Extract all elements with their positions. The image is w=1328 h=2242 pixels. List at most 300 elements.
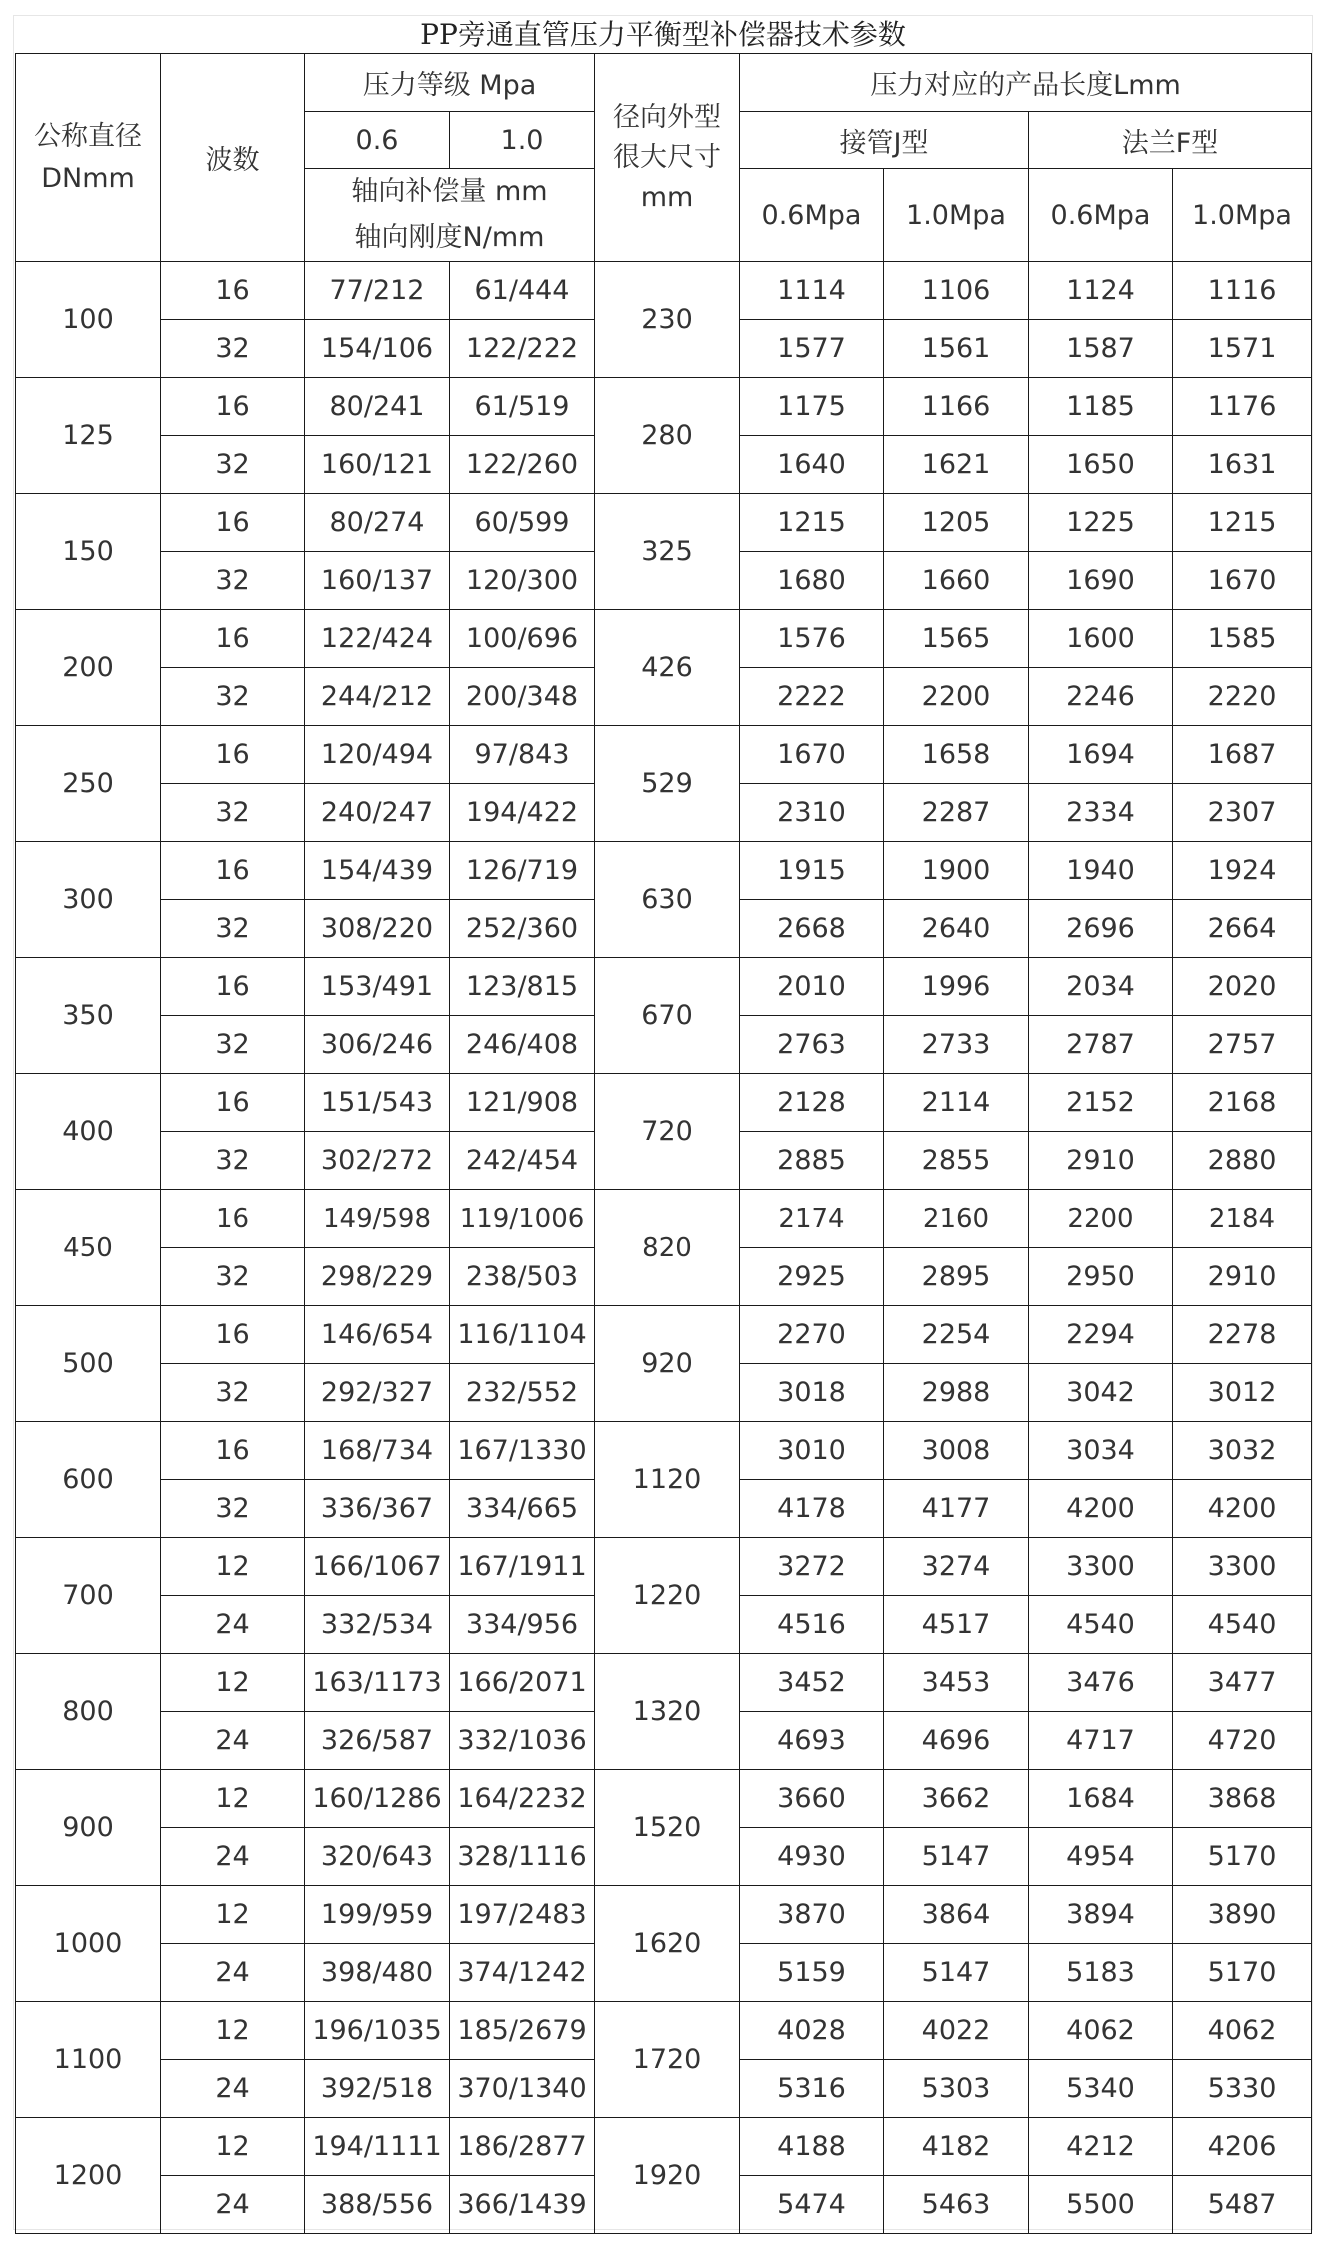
table-row bbox=[16, 2118, 1312, 2176]
cell-p10: 242/454 bbox=[450, 1132, 595, 1190]
cell-dn: 150 bbox=[16, 494, 161, 610]
table-row bbox=[16, 1654, 1312, 1712]
cell-waves: 24 bbox=[161, 1712, 305, 1770]
cell-p06: 298/229 bbox=[305, 1248, 450, 1306]
cell-f10: 5330 bbox=[1173, 2060, 1312, 2118]
cell-p06: 392/518 bbox=[305, 2060, 450, 2118]
cell-f10: 4200 bbox=[1173, 1480, 1312, 1538]
cell-j06: 4516 bbox=[740, 1596, 884, 1654]
cell-dn: 800 bbox=[16, 1654, 161, 1770]
table-row bbox=[16, 1074, 1312, 1132]
cell-j10: 4182 bbox=[884, 2118, 1029, 2176]
cell-p06: 302/272 bbox=[305, 1132, 450, 1190]
cell-j10: 3274 bbox=[884, 1538, 1029, 1596]
cell-f10: 3012 bbox=[1173, 1364, 1312, 1422]
header-outer-size bbox=[595, 54, 740, 262]
cell-p10: 164/2232 bbox=[450, 1770, 595, 1828]
cell-j06: 5159 bbox=[740, 1944, 884, 2002]
cell-p06: 146/654 bbox=[305, 1306, 450, 1364]
cell-f10: 3300 bbox=[1173, 1538, 1312, 1596]
header-axial-line1: 轴向补偿量 mm bbox=[351, 176, 548, 207]
header-p06: 0.6 bbox=[305, 112, 450, 169]
cell-waves: 12 bbox=[161, 1654, 305, 1712]
cell-p06: 332/534 bbox=[305, 1596, 450, 1654]
cell-p06: 292/327 bbox=[305, 1364, 450, 1422]
page-title: PP旁通直管压力平衡型补偿器技术参数 bbox=[420, 18, 906, 51]
cell-waves: 12 bbox=[161, 1770, 305, 1828]
header-type-j: 接管J型 bbox=[740, 112, 1029, 169]
cell-p10: 126/719 bbox=[450, 842, 595, 900]
cell-f06: 1587 bbox=[1029, 320, 1173, 378]
cell-dn: 700 bbox=[16, 1538, 161, 1654]
cell-p10: 186/2877 bbox=[450, 2118, 595, 2176]
cell-j10: 1996 bbox=[884, 958, 1029, 1016]
cell-outer-size: 426 bbox=[595, 610, 740, 726]
header-p10: 1.0 bbox=[450, 112, 595, 169]
cell-j06: 3452 bbox=[740, 1654, 884, 1712]
table-row bbox=[16, 958, 1312, 1016]
cell-f10: 2278 bbox=[1173, 1306, 1312, 1364]
cell-waves: 32 bbox=[161, 1364, 305, 1422]
cell-j06: 1114 bbox=[740, 262, 884, 320]
cell-j06: 2925 bbox=[740, 1248, 884, 1306]
cell-j10: 3662 bbox=[884, 1770, 1029, 1828]
table-row bbox=[16, 378, 1312, 436]
cell-outer-size: 1520 bbox=[595, 1770, 740, 1886]
cell-f06: 2152 bbox=[1029, 1074, 1173, 1132]
cell-f06: 2334 bbox=[1029, 784, 1173, 842]
cell-p06: 388/556 bbox=[305, 2176, 450, 2234]
cell-f10: 3032 bbox=[1173, 1422, 1312, 1480]
cell-p06: 163/1173 bbox=[305, 1654, 450, 1712]
header-j06: 0.6Mpa bbox=[740, 169, 884, 262]
cell-f10: 2168 bbox=[1173, 1074, 1312, 1132]
cell-dn: 1200 bbox=[16, 2118, 161, 2234]
cell-p06: 199/959 bbox=[305, 1886, 450, 1944]
cell-f10: 1631 bbox=[1173, 436, 1312, 494]
cell-f06: 4954 bbox=[1029, 1828, 1173, 1886]
cell-f10: 3477 bbox=[1173, 1654, 1312, 1712]
cell-j06: 2010 bbox=[740, 958, 884, 1016]
cell-f06: 3476 bbox=[1029, 1654, 1173, 1712]
cell-waves: 16 bbox=[161, 378, 305, 436]
cell-f06: 1600 bbox=[1029, 610, 1173, 668]
cell-j06: 1577 bbox=[740, 320, 884, 378]
cell-j06: 2128 bbox=[740, 1074, 884, 1132]
cell-f06: 4212 bbox=[1029, 2118, 1173, 2176]
cell-j10: 4177 bbox=[884, 1480, 1029, 1538]
cell-f10: 2020 bbox=[1173, 958, 1312, 1016]
cell-f06: 2200 bbox=[1029, 1190, 1173, 1248]
cell-j10: 3864 bbox=[884, 1886, 1029, 1944]
cell-j06: 5316 bbox=[740, 2060, 884, 2118]
cell-outer-size: 1120 bbox=[595, 1422, 740, 1538]
cell-f06: 2696 bbox=[1029, 900, 1173, 958]
table-row bbox=[16, 1538, 1312, 1596]
cell-j10: 5463 bbox=[884, 2176, 1029, 2234]
cell-f06: 1690 bbox=[1029, 552, 1173, 610]
cell-f06: 1650 bbox=[1029, 436, 1173, 494]
cell-f10: 4540 bbox=[1173, 1596, 1312, 1654]
cell-j10: 3453 bbox=[884, 1654, 1029, 1712]
table-row bbox=[16, 842, 1312, 900]
table-row bbox=[16, 1886, 1312, 1944]
cell-f06: 1684 bbox=[1029, 1770, 1173, 1828]
cell-f10: 2184 bbox=[1173, 1190, 1312, 1248]
cell-waves: 32 bbox=[161, 784, 305, 842]
cell-j06: 4930 bbox=[740, 1828, 884, 1886]
cell-outer-size: 920 bbox=[595, 1306, 740, 1422]
cell-j06: 2174 bbox=[740, 1190, 884, 1248]
cell-f10: 2880 bbox=[1173, 1132, 1312, 1190]
cell-dn: 450 bbox=[16, 1190, 161, 1306]
cell-outer-size: 1920 bbox=[595, 2118, 740, 2234]
cell-p06: 308/220 bbox=[305, 900, 450, 958]
cell-p10: 334/956 bbox=[450, 1596, 595, 1654]
cell-j10: 1106 bbox=[884, 262, 1029, 320]
cell-p10: 370/1340 bbox=[450, 2060, 595, 2118]
cell-outer-size: 1620 bbox=[595, 1886, 740, 2002]
cell-dn: 200 bbox=[16, 610, 161, 726]
cell-p10: 60/599 bbox=[450, 494, 595, 552]
cell-j06: 2222 bbox=[740, 668, 884, 726]
cell-dn: 900 bbox=[16, 1770, 161, 1886]
header-j10: 1.0Mpa bbox=[884, 169, 1029, 262]
cell-p06: 153/491 bbox=[305, 958, 450, 1016]
cell-j06: 3272 bbox=[740, 1538, 884, 1596]
cell-j06: 1915 bbox=[740, 842, 884, 900]
header-outer-line1: 径向外型 bbox=[613, 101, 721, 133]
cell-j10: 4022 bbox=[884, 2002, 1029, 2060]
header-f06: 0.6Mpa bbox=[1029, 169, 1173, 262]
cell-p10: 61/519 bbox=[450, 378, 595, 436]
header-f10: 1.0Mpa bbox=[1173, 169, 1312, 262]
cell-j10: 1561 bbox=[884, 320, 1029, 378]
cell-waves: 24 bbox=[161, 1944, 305, 2002]
cell-waves: 32 bbox=[161, 900, 305, 958]
cell-waves: 32 bbox=[161, 1248, 305, 1306]
cell-j06: 3870 bbox=[740, 1886, 884, 1944]
cell-j10: 4517 bbox=[884, 1596, 1029, 1654]
cell-p06: 398/480 bbox=[305, 1944, 450, 2002]
table-row bbox=[16, 1190, 1312, 1248]
cell-p06: 154/439 bbox=[305, 842, 450, 900]
cell-outer-size: 529 bbox=[595, 726, 740, 842]
cell-p06: 151/543 bbox=[305, 1074, 450, 1132]
cell-j06: 3010 bbox=[740, 1422, 884, 1480]
cell-j10: 1205 bbox=[884, 494, 1029, 552]
cell-p10: 119/1006 bbox=[450, 1190, 595, 1248]
cell-p06: 80/274 bbox=[305, 494, 450, 552]
cell-waves: 32 bbox=[161, 1480, 305, 1538]
cell-dn: 1000 bbox=[16, 1886, 161, 2002]
cell-waves: 24 bbox=[161, 1828, 305, 1886]
cell-waves: 32 bbox=[161, 320, 305, 378]
cell-waves: 16 bbox=[161, 726, 305, 784]
cell-dn: 400 bbox=[16, 1074, 161, 1190]
cell-waves: 32 bbox=[161, 1016, 305, 1074]
spec-table bbox=[15, 53, 1312, 2234]
cell-dn: 100 bbox=[16, 262, 161, 378]
cell-outer-size: 1320 bbox=[595, 1654, 740, 1770]
cell-p10: 334/665 bbox=[450, 1480, 595, 1538]
cell-j10: 2855 bbox=[884, 1132, 1029, 1190]
cell-f06: 3894 bbox=[1029, 1886, 1173, 1944]
cell-p06: 240/247 bbox=[305, 784, 450, 842]
table-row bbox=[16, 2002, 1312, 2060]
cell-j10: 1900 bbox=[884, 842, 1029, 900]
header-waves: 波数 bbox=[161, 54, 305, 262]
cell-j06: 4178 bbox=[740, 1480, 884, 1538]
cell-f06: 3042 bbox=[1029, 1364, 1173, 1422]
cell-f10: 3868 bbox=[1173, 1770, 1312, 1828]
cell-f10: 2757 bbox=[1173, 1016, 1312, 1074]
cell-waves: 12 bbox=[161, 1538, 305, 1596]
cell-p06: 196/1035 bbox=[305, 2002, 450, 2060]
cell-outer-size: 1220 bbox=[595, 1538, 740, 1654]
cell-dn: 125 bbox=[16, 378, 161, 494]
cell-p10: 100/696 bbox=[450, 610, 595, 668]
cell-f06: 1124 bbox=[1029, 262, 1173, 320]
cell-outer-size: 670 bbox=[595, 958, 740, 1074]
cell-j10: 2988 bbox=[884, 1364, 1029, 1422]
cell-j06: 1640 bbox=[740, 436, 884, 494]
cell-p10: 123/815 bbox=[450, 958, 595, 1016]
cell-j10: 2254 bbox=[884, 1306, 1029, 1364]
cell-p10: 167/1911 bbox=[450, 1538, 595, 1596]
cell-j10: 2733 bbox=[884, 1016, 1029, 1074]
cell-p06: 336/367 bbox=[305, 1480, 450, 1538]
cell-p06: 166/1067 bbox=[305, 1538, 450, 1596]
cell-p06: 77/212 bbox=[305, 262, 450, 320]
cell-p10: 252/360 bbox=[450, 900, 595, 958]
cell-waves: 32 bbox=[161, 552, 305, 610]
cell-waves: 24 bbox=[161, 1596, 305, 1654]
cell-j06: 1670 bbox=[740, 726, 884, 784]
cell-f10: 1116 bbox=[1173, 262, 1312, 320]
cell-f06: 1694 bbox=[1029, 726, 1173, 784]
cell-p06: 244/212 bbox=[305, 668, 450, 726]
cell-f06: 5500 bbox=[1029, 2176, 1173, 2234]
cell-p10: 61/444 bbox=[450, 262, 595, 320]
cell-dn: 600 bbox=[16, 1422, 161, 1538]
cell-f10: 2664 bbox=[1173, 900, 1312, 958]
cell-f06: 3300 bbox=[1029, 1538, 1173, 1596]
cell-waves: 12 bbox=[161, 2002, 305, 2060]
cell-waves: 16 bbox=[161, 610, 305, 668]
header-axial bbox=[305, 169, 595, 262]
cell-p10: 200/348 bbox=[450, 668, 595, 726]
cell-j06: 2763 bbox=[740, 1016, 884, 1074]
cell-f10: 2910 bbox=[1173, 1248, 1312, 1306]
cell-f06: 5183 bbox=[1029, 1944, 1173, 2002]
cell-f06: 4200 bbox=[1029, 1480, 1173, 1538]
table-row bbox=[16, 726, 1312, 784]
cell-p06: 149/598 bbox=[305, 1190, 450, 1248]
cell-p10: 116/1104 bbox=[450, 1306, 595, 1364]
cell-j06: 2270 bbox=[740, 1306, 884, 1364]
table-row bbox=[16, 494, 1312, 552]
cell-j06: 2668 bbox=[740, 900, 884, 958]
cell-f06: 2910 bbox=[1029, 1132, 1173, 1190]
cell-p10: 120/300 bbox=[450, 552, 595, 610]
cell-f10: 1215 bbox=[1173, 494, 1312, 552]
table-row bbox=[16, 1770, 1312, 1828]
cell-j06: 1576 bbox=[740, 610, 884, 668]
cell-waves: 16 bbox=[161, 1190, 305, 1248]
cell-waves: 32 bbox=[161, 436, 305, 494]
cell-f10: 1687 bbox=[1173, 726, 1312, 784]
cell-f10: 5487 bbox=[1173, 2176, 1312, 2234]
cell-f10: 3890 bbox=[1173, 1886, 1312, 1944]
cell-f06: 3034 bbox=[1029, 1422, 1173, 1480]
cell-f06: 4062 bbox=[1029, 2002, 1173, 2060]
cell-p06: 154/106 bbox=[305, 320, 450, 378]
cell-waves: 12 bbox=[161, 2118, 305, 2176]
cell-dn: 500 bbox=[16, 1306, 161, 1422]
cell-waves: 32 bbox=[161, 668, 305, 726]
cell-p10: 122/260 bbox=[450, 436, 595, 494]
cell-p06: 320/643 bbox=[305, 1828, 450, 1886]
header-type-f: 法兰F型 bbox=[1029, 112, 1312, 169]
cell-j10: 2287 bbox=[884, 784, 1029, 842]
cell-f10: 5170 bbox=[1173, 1828, 1312, 1886]
cell-p10: 332/1036 bbox=[450, 1712, 595, 1770]
cell-p10: 194/422 bbox=[450, 784, 595, 842]
cell-waves: 16 bbox=[161, 958, 305, 1016]
cell-f10: 4206 bbox=[1173, 2118, 1312, 2176]
cell-outer-size: 630 bbox=[595, 842, 740, 958]
cell-f10: 1670 bbox=[1173, 552, 1312, 610]
cell-f06: 4717 bbox=[1029, 1712, 1173, 1770]
cell-j06: 4693 bbox=[740, 1712, 884, 1770]
cell-f10: 1924 bbox=[1173, 842, 1312, 900]
cell-waves: 16 bbox=[161, 494, 305, 552]
cell-j10: 5147 bbox=[884, 1828, 1029, 1886]
cell-waves: 16 bbox=[161, 1422, 305, 1480]
cell-p06: 122/424 bbox=[305, 610, 450, 668]
cell-p06: 168/734 bbox=[305, 1422, 450, 1480]
header-length: 压力对应的产品长度Lmm bbox=[740, 54, 1312, 112]
cell-p06: 160/1286 bbox=[305, 1770, 450, 1828]
cell-f10: 1176 bbox=[1173, 378, 1312, 436]
cell-j10: 5147 bbox=[884, 1944, 1029, 2002]
cell-waves: 16 bbox=[161, 1074, 305, 1132]
cell-f06: 2950 bbox=[1029, 1248, 1173, 1306]
header-outer-line2: 很大尺寸 bbox=[613, 141, 721, 173]
cell-j10: 2114 bbox=[884, 1074, 1029, 1132]
cell-outer-size: 820 bbox=[595, 1190, 740, 1306]
table-row bbox=[16, 610, 1312, 668]
header-dn bbox=[16, 54, 161, 262]
cell-j06: 4188 bbox=[740, 2118, 884, 2176]
cell-f10: 2220 bbox=[1173, 668, 1312, 726]
cell-p06: 306/246 bbox=[305, 1016, 450, 1074]
cell-waves: 16 bbox=[161, 842, 305, 900]
cell-p10: 232/552 bbox=[450, 1364, 595, 1422]
cell-j10: 3008 bbox=[884, 1422, 1029, 1480]
cell-p10: 197/2483 bbox=[450, 1886, 595, 1944]
cell-p06: 160/121 bbox=[305, 436, 450, 494]
cell-f06: 2034 bbox=[1029, 958, 1173, 1016]
cell-p10: 246/408 bbox=[450, 1016, 595, 1074]
cell-j10: 5303 bbox=[884, 2060, 1029, 2118]
cell-j10: 1565 bbox=[884, 610, 1029, 668]
cell-waves: 24 bbox=[161, 2060, 305, 2118]
cell-dn: 1100 bbox=[16, 2002, 161, 2118]
cell-p10: 238/503 bbox=[450, 1248, 595, 1306]
cell-j06: 2885 bbox=[740, 1132, 884, 1190]
cell-j06: 1175 bbox=[740, 378, 884, 436]
cell-f10: 1585 bbox=[1173, 610, 1312, 668]
cell-p06: 80/241 bbox=[305, 378, 450, 436]
cell-p10: 97/843 bbox=[450, 726, 595, 784]
table-row bbox=[16, 1306, 1312, 1364]
cell-p10: 121/908 bbox=[450, 1074, 595, 1132]
cell-f06: 4540 bbox=[1029, 1596, 1173, 1654]
cell-j10: 1658 bbox=[884, 726, 1029, 784]
cell-f10: 2307 bbox=[1173, 784, 1312, 842]
cell-p10: 374/1242 bbox=[450, 1944, 595, 2002]
cell-p06: 194/1111 bbox=[305, 2118, 450, 2176]
cell-j10: 2160 bbox=[884, 1190, 1029, 1248]
cell-p10: 366/1439 bbox=[450, 2176, 595, 2234]
cell-p10: 166/2071 bbox=[450, 1654, 595, 1712]
cell-f10: 1571 bbox=[1173, 320, 1312, 378]
cell-f10: 4720 bbox=[1173, 1712, 1312, 1770]
cell-outer-size: 280 bbox=[595, 378, 740, 494]
cell-waves: 32 bbox=[161, 1132, 305, 1190]
cell-f06: 1940 bbox=[1029, 842, 1173, 900]
cell-p06: 326/587 bbox=[305, 1712, 450, 1770]
cell-f10: 4062 bbox=[1173, 2002, 1312, 2060]
cell-waves: 16 bbox=[161, 262, 305, 320]
cell-dn: 300 bbox=[16, 842, 161, 958]
table-row bbox=[16, 262, 1312, 320]
cell-j10: 2200 bbox=[884, 668, 1029, 726]
table-row bbox=[16, 1422, 1312, 1480]
cell-j06: 1680 bbox=[740, 552, 884, 610]
cell-j06: 3660 bbox=[740, 1770, 884, 1828]
cell-j10: 2640 bbox=[884, 900, 1029, 958]
cell-f06: 2294 bbox=[1029, 1306, 1173, 1364]
cell-f06: 2787 bbox=[1029, 1016, 1173, 1074]
cell-p10: 328/1116 bbox=[450, 1828, 595, 1886]
cell-outer-size: 720 bbox=[595, 1074, 740, 1190]
cell-j06: 2310 bbox=[740, 784, 884, 842]
cell-j10: 1621 bbox=[884, 436, 1029, 494]
cell-waves: 16 bbox=[161, 1306, 305, 1364]
header-outer-line3: mm bbox=[640, 181, 694, 213]
cell-waves: 12 bbox=[161, 1886, 305, 1944]
cell-outer-size: 325 bbox=[595, 494, 740, 610]
cell-outer-size: 230 bbox=[595, 262, 740, 378]
cell-f06: 5340 bbox=[1029, 2060, 1173, 2118]
cell-f10: 5170 bbox=[1173, 1944, 1312, 2002]
cell-outer-size: 1720 bbox=[595, 2002, 740, 2118]
cell-f06: 1225 bbox=[1029, 494, 1173, 552]
spec-table-body bbox=[16, 262, 1312, 2234]
cell-waves: 24 bbox=[161, 2176, 305, 2234]
cell-j10: 2895 bbox=[884, 1248, 1029, 1306]
header-axial-line2: 轴向刚度N/mm bbox=[354, 222, 545, 253]
cell-p06: 160/137 bbox=[305, 552, 450, 610]
cell-p10: 185/2679 bbox=[450, 2002, 595, 2060]
cell-f06: 1185 bbox=[1029, 378, 1173, 436]
header-pressure-grade: 压力等级 Mpa bbox=[305, 54, 595, 112]
cell-j10: 4696 bbox=[884, 1712, 1029, 1770]
cell-p10: 167/1330 bbox=[450, 1422, 595, 1480]
